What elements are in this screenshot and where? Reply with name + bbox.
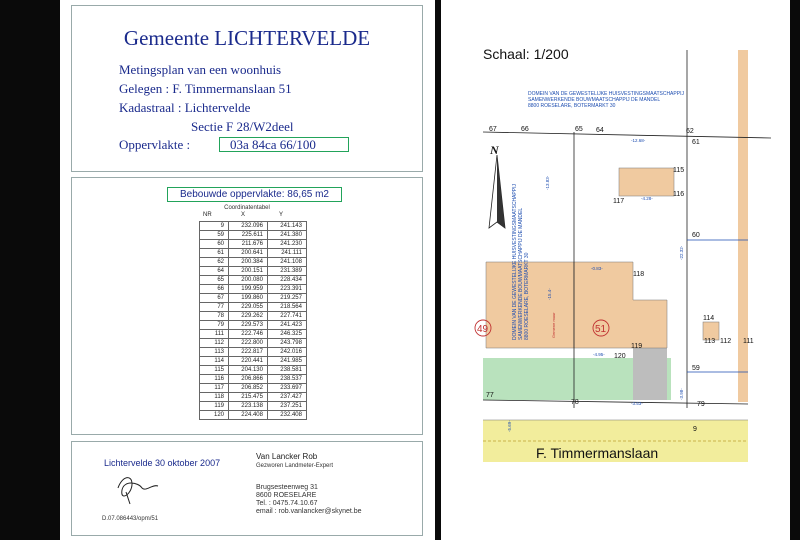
point-59: 59 [692, 365, 700, 372]
coordinate-row [200, 384, 307, 393]
coordinate-nr: 114 [200, 357, 229, 366]
coordinate-row [200, 276, 307, 285]
surveyor-title: Gezworen Landmeter-Expert [256, 463, 334, 469]
coordinate-nr: 117 [200, 384, 229, 393]
coordinate-nr: 67 [200, 294, 229, 303]
coordinate-x: 199.959 [229, 285, 268, 294]
coordinate-nr: 64 [200, 267, 229, 276]
point-66: 66 [521, 126, 529, 133]
coordinate-y: 242.016 [268, 348, 307, 357]
point-112: 112 [720, 338, 732, 345]
cadastre: Kadastraal : Lichtervelde [119, 100, 251, 115]
coordinate-row [200, 411, 307, 420]
phone: Tel. : 0475.74.10.67 [256, 500, 318, 507]
coordinate-x: 211.676 [229, 240, 268, 249]
coordinate-y: 238.537 [268, 375, 307, 384]
coordinate-y: 241.985 [268, 357, 307, 366]
point-9: 9 [693, 426, 697, 433]
coordinate-nr: 116 [200, 375, 229, 384]
coordinate-row [200, 222, 307, 231]
coordinate-nr: 66 [200, 285, 229, 294]
house-49-number: 49 [477, 324, 489, 335]
coordinate-row [200, 231, 307, 240]
address-line-2: 8600 ROESELARE [256, 492, 317, 499]
owner-top-line-1: DOMEIN VAN DE GEWESTELIJKE HUISVESTINGSMAATSCHAPPIJ [528, 91, 684, 97]
coordinate-nr: 112 [200, 339, 229, 348]
point-118: 118 [633, 271, 645, 278]
built-area: Bebouwde oppervlakte: 86,65 m2 [167, 187, 342, 202]
coordinate-nr: 9 [200, 222, 229, 231]
right-sheet [441, 0, 790, 540]
dim-5: -3.98- [679, 388, 684, 400]
shed [619, 168, 674, 196]
survey-plan [441, 0, 790, 540]
coordinate-x: 215.475 [229, 393, 268, 402]
coordinate-row [200, 294, 307, 303]
coordinate-x: 222.800 [229, 339, 268, 348]
coordinate-x: 223.138 [229, 402, 268, 411]
point-67: 67 [489, 126, 497, 133]
coordinate-y: 231.389 [268, 267, 307, 276]
coordinate-row [200, 402, 307, 411]
point-64: 64 [596, 127, 604, 134]
scale-label: Schaal: 1/200 [483, 46, 569, 62]
coordinate-row [200, 339, 307, 348]
coordinate-x: 229.055 [229, 303, 268, 312]
dim-1: -12.68- [631, 138, 646, 143]
coordinate-table-title: Coordinatentabel [224, 205, 270, 211]
coordinate-nr: 61 [200, 249, 229, 258]
coordinate-y: 228.434 [268, 276, 307, 285]
coordinate-y: 241.423 [268, 321, 307, 330]
coordinate-nr: 119 [200, 402, 229, 411]
dim-6: -4.95- [593, 352, 605, 357]
coordinate-row [200, 357, 307, 366]
coordinate-row [200, 366, 307, 375]
coordinate-table [199, 221, 307, 420]
dim-3: -15.4- [547, 288, 552, 300]
point-120: 120 [614, 353, 626, 360]
column-nr: NR [203, 212, 212, 218]
column-y: Y [279, 212, 284, 218]
coordinate-nr: 120 [200, 411, 229, 420]
place-date: Lichtervelde 30 oktober 2007 [104, 458, 221, 468]
point-62: 62 [686, 128, 694, 135]
surveyor-name: Van Lancker Rob [256, 452, 318, 461]
coordinate-y: 223.391 [268, 285, 307, 294]
house-51-number: 51 [595, 324, 607, 335]
point-117: 117 [613, 198, 625, 205]
address-line-1: Brugsesteenweg 31 [256, 484, 318, 491]
coordinate-x: 200.384 [229, 258, 268, 267]
house-49 [486, 262, 574, 348]
coordinate-row [200, 321, 307, 330]
coordinate-y: 241.111 [268, 249, 307, 258]
coordinate-y: 238.581 [268, 366, 307, 375]
street-name: F. Timmermanslaan [536, 445, 659, 461]
coordinate-y: 241.108 [268, 258, 307, 267]
coordinate-row [200, 393, 307, 402]
coordinate-x: 224.408 [229, 411, 268, 420]
coordinate-row [200, 285, 307, 294]
plan-type: Metingsplan van een woonhuis [119, 62, 282, 77]
point-77: 77 [486, 392, 494, 399]
point-65: 65 [575, 126, 583, 133]
coordinate-nr: 111 [200, 330, 229, 339]
area-label: Oppervlakte : [119, 137, 191, 152]
coordinate-nr: 118 [200, 393, 229, 402]
owner-note-left [512, 183, 530, 340]
coordinate-x: 222.817 [229, 348, 268, 357]
coordinate-nr: 77 [200, 303, 229, 312]
dim-9: -5.69- [507, 420, 512, 432]
coordinate-y: 241.143 [268, 222, 307, 231]
coordinate-x: 199.860 [229, 294, 268, 303]
coordinate-y: 233.697 [268, 384, 307, 393]
coordinate-row [200, 249, 307, 258]
wall-note: Gemene muur [551, 312, 556, 338]
owner-left-line-3: 8800 ROESELARE, BOTERMARKT 30 [524, 252, 530, 340]
coordinate-y: 241.380 [268, 231, 307, 240]
coordinate-x: 220.441 [229, 357, 268, 366]
garden-left [483, 358, 581, 400]
point-60: 60 [692, 232, 700, 239]
coordinate-nr: 78 [200, 312, 229, 321]
coordinate-x: 229.573 [229, 321, 268, 330]
coordinate-x: 200.641 [229, 249, 268, 258]
coordinate-x: 204.130 [229, 366, 268, 375]
coordinate-nr: 65 [200, 276, 229, 285]
left-sheet [60, 0, 435, 540]
point-111: 111 [743, 338, 754, 345]
owner-left-line-2: SAMENWERKENDE BOUWMAATSCHAPPIJ DE MANDEL [518, 208, 524, 340]
coordinate-row [200, 303, 307, 312]
point-116: 116 [673, 191, 685, 198]
coordinate-y: 219.257 [268, 294, 307, 303]
point-79: 79 [697, 401, 705, 408]
signature-block [71, 441, 423, 536]
coordinate-block [71, 177, 423, 435]
owner-note-top [528, 91, 685, 109]
coordinate-row [200, 330, 307, 339]
owner-top-line-3: 8800 ROESELARE, BOTERMARKT 30 [528, 103, 616, 109]
coordinate-x: 200.080 [229, 276, 268, 285]
section: Sectie F 28/W2deel [191, 119, 294, 134]
point-113: 113 [704, 338, 716, 345]
north-arrow [489, 143, 505, 228]
coordinate-row [200, 267, 307, 276]
coordinate-y: 237.427 [268, 393, 307, 402]
owner-left-line-1: DOMEIN VAN DE GEWESTELIJKE HUISVESTINGSMAATSCHAPPIJ [512, 184, 518, 340]
coordinate-x: 225.611 [229, 231, 268, 240]
coordinate-x: 206.852 [229, 384, 268, 393]
coordinate-y: 218.564 [268, 303, 307, 312]
house-51 [574, 262, 667, 348]
point-115: 115 [673, 167, 685, 174]
document-reference: D.07.086443/opm/51 [102, 516, 159, 522]
coordinate-row [200, 348, 307, 357]
coordinate-y: 227.741 [268, 312, 307, 321]
owner-top-line-2: SAMENWERKENDE BOUWMAATSCHAPPIJ DE MANDEL [528, 97, 660, 103]
coordinate-x: 232.096 [229, 222, 268, 231]
coordinate-x: 200.151 [229, 267, 268, 276]
north-label: N [490, 143, 499, 157]
area-value: 03a 84ca 66/100 [219, 137, 349, 152]
coordinate-row [200, 312, 307, 321]
coordinate-x: 229.262 [229, 312, 268, 321]
coordinate-row [200, 240, 307, 249]
coordinate-nr: 62 [200, 258, 229, 267]
coordinate-row [200, 375, 307, 384]
point-78: 78 [571, 399, 579, 406]
point-61: 61 [692, 139, 700, 146]
signature-image [108, 468, 168, 508]
dim-8: -3.53- [631, 401, 643, 406]
dim-2: -13.83- [545, 175, 550, 190]
coordinate-nr: 115 [200, 366, 229, 375]
title-block [71, 5, 423, 172]
coordinate-y: 237.251 [268, 402, 307, 411]
coordinate-x: 222.746 [229, 330, 268, 339]
coordinate-y: 241.230 [268, 240, 307, 249]
coordinate-x: 206.866 [229, 375, 268, 384]
point-114: 114 [703, 315, 715, 322]
point-119: 119 [631, 343, 643, 350]
coordinate-nr: 59 [200, 231, 229, 240]
coordinate-y: 246.325 [268, 330, 307, 339]
municipality-title: Gemeente LICHTERVELDE [123, 26, 371, 50]
column-x: X [241, 212, 246, 218]
dim-10: -0.83- [591, 266, 603, 271]
front-line [483, 400, 748, 404]
dim-7: -4.28- [641, 196, 653, 201]
location: Gelegen : F. Timmermanslaan 51 [119, 81, 292, 96]
dim-4: -22.32- [679, 245, 684, 260]
email: email : rob.vanlancker@skynet.be [256, 508, 362, 515]
coordinate-nr: 60 [200, 240, 229, 249]
coordinate-nr: 113 [200, 348, 229, 357]
coordinate-y: 243.798 [268, 339, 307, 348]
coordinate-row [200, 258, 307, 267]
coordinate-nr: 79 [200, 321, 229, 330]
coordinate-y: 232.408 [268, 411, 307, 420]
neighbour-strip [738, 50, 748, 402]
